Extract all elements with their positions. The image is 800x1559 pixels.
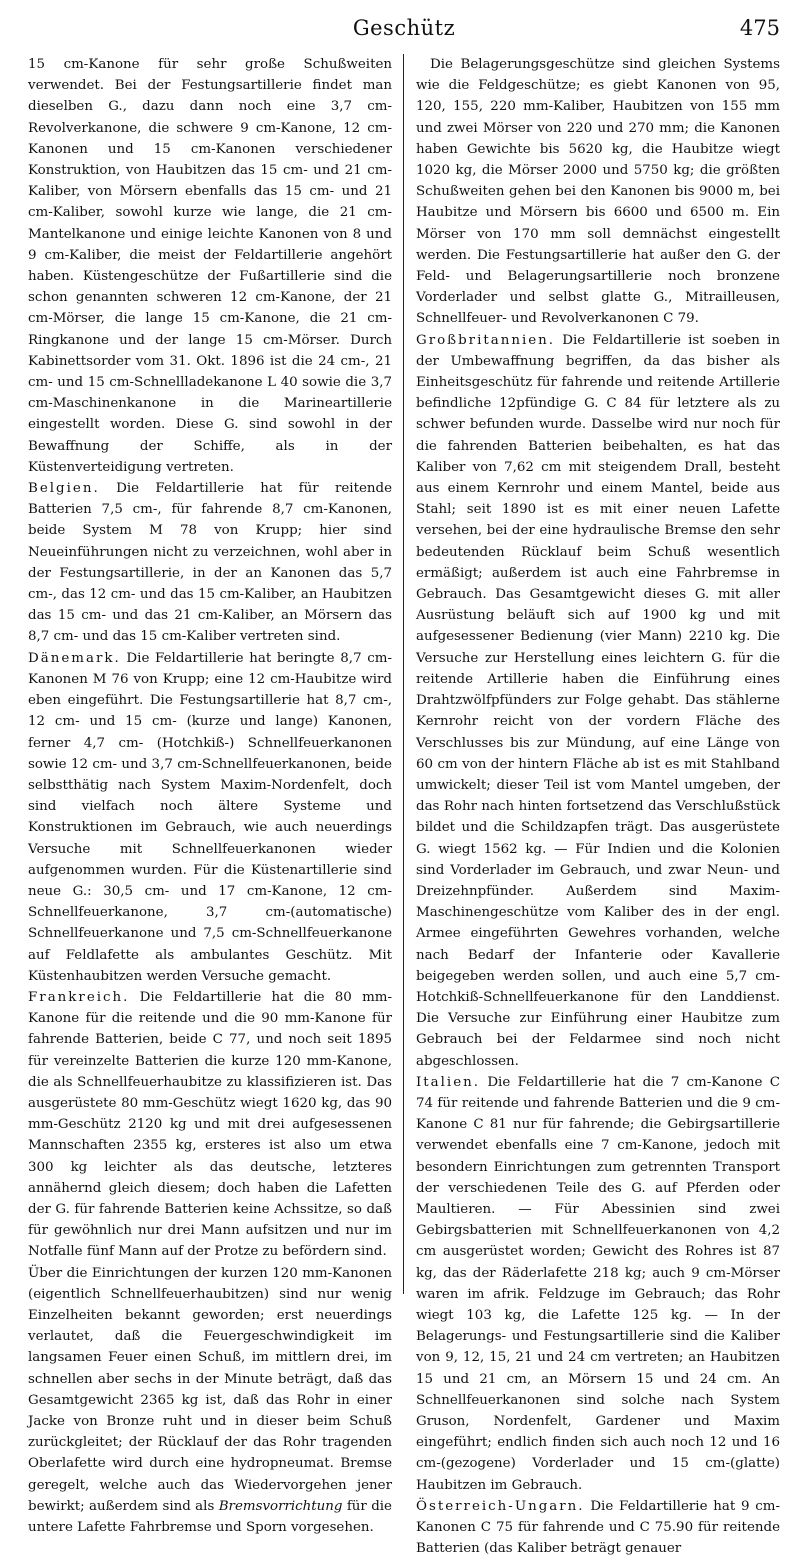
- emphasis-brake-device: Bremsvorrichtung: [218, 1498, 343, 1514]
- paragraph-text: 15 cm-Kanone für sehr große Schußweiten verwendet. Bei der Festungsartillerie findet man dieselben G., dazu dann noch eine 3,7 cm-Revolverkanone, die schwere 9 cm-Kanone, 12 cm-Kanonen und 15 cm-Kanonen verschiedener Konstruktion, von Haubitzen das 15 cm- und 21 cm-Kaliber, von Mörsern ebenfalls das 15 cm- und 21 cm-Kaliber, sowohl kurze wie lange, die 21 cm-Mantelkanone und einige leichte Kanonen von 8 und 9 cm-Kaliber, die meist der Feldartillerie angehört haben. Küstengeschütze der Fußartillerie sind die schon genannten schweren 12 cm-Kanone, der 21 cm-Mörser, die lange 15 cm-Kanone, die 21 cm-Ringkanone und der lange 15 cm-Mörser. Durch Kabinettsorder vom 31. Okt. 1896 ist die 24 cm-, 21 cm- und 15 cm-Schnellladekanone L 40 sowie die 3,7 cm-Maschinenkanone in die Marineartillerie eingestellt worden. Diese G. sind sowohl in der Bewaffnung der Schiffe, als in der Küstenverteidigung vertreten.: [28, 57, 392, 475]
- column-divider: [403, 54, 404, 1294]
- paragraph-austria-hungary: [416, 1496, 780, 1559]
- paragraph-text: Die Belagerungsgeschütze sind gleichen Systems wie die Feldgeschütze; es giebt Kanonen von 95, 120, 155, 220 mm-Kaliber, Haubitzen von 155 mm und zwei Mörser von 220 und 270 mm; die Kanonen haben Gewichte bis 5620 kg, die Haubitze wiegt 1020 kg, die Mörser 2000 und 5750 kg; die größten Schußweiten gehen bei den Kanonen bis 9000 m, bei Haubitze und Mörsern bis 6600 und 6500 m. Ein Mörser von 170 mm soll demnächst eingestellt werden. Die Festungsartillerie hat außer den G. der Feld- und Belagerungsartillerie noch bronzene Vorderlader und selbst glatte G., Mitrailleusen, Schnellfeuer- und Revolverkanonen C 79.: [416, 57, 780, 327]
- paragraph-text: Die Feldartillerie ist soeben in der Umbewaffnung begriffen, da das bisher als Einheitsgeschütz für fahrende und reitende Artillerie befindliche 12pfündige G. C 84 für letztere als zu schwer befunden wurde. Dasselbe wird nur noch für die fahrenden Batterien beibehalten, es hat das Kaliber von 7,62 cm mit steigendem Drall, besteht aus einem Kernrohr und einem Mantel, beide aus Stahl; seit 1890 ist es mit einer neuen Lafette versehen, bei der eine hydraulische Bremse den sehr bedeutenden Rücklauf beim Schuß wesentlich ermäßigt; außerdem ist auch eine Fahrbremse in Gebrauch. Das Gesamtgewicht dieses G. mit aller Ausrüstung beläuft sich auf 1900 kg und mit aufgesessener Bedienung (vier Mann) 2210 kg. Die Versuche zur Herstellung eines leichtern G. für die reitende Artillerie haben die Einführung eines Drahtzwölfpfünders zur Folge gehabt. Das stählerne Kernrohr reicht von der vordern Fläche des Verschlusses bis zur Mündung, auf eine Länge von 60 cm von der hintern Fläche ab ist es mit Stahlband umwickelt; dieser Teil ist vom Mantel umgeben, der das Rohr nach hinten fortsetzend das Verschlußstück bildet und die Schildzapfen trägt. Das ausgerüstete G. wiegt 1562 kg. — Für Indien und die Kolonien sind Vorderlader im Gebrauch, und zwar Neun- und Dreizehnpfünder. Außerdem sind Maxim-Maschinengeschütze vom Kaliber des in der engl. Armee eingeführten Gewehres vorhanden, welche nach Bedarf der Infanterie oder Kavallerie beigegeben werden sollen, und auch eine 5,7 cm-Hotchkiß-Schnellfeuerkanone für den Landdienst. Die Versuche zur Einführung einer Haubitze zum Gebrauch bei der Feldarmee sind noch nicht abgeschlossen.: [416, 332, 780, 1069]
- paragraph-italy: [416, 1072, 780, 1496]
- country-heading-denmark: Dänemark.: [28, 650, 121, 666]
- paragraph-belgium: [28, 478, 392, 648]
- paragraph-text: Über die Einrichtungen der kurzen 120 mm-Kanonen (eigentlich Schnellfeuerhaubitzen) sind nur wenig Einzelheiten bekannt geworden; erst neuerdings verlautet, daß die Feuergeschwindigkeit im langsamen Feuer einen Schuß, im mittlern drei, im schnellen aber sechs in der Minute beträgt, daß das Gesamtgewicht 2365 kg ist, daß das Rohr in einer Jacke von Bronze ruht und in dieser beim Schuß zurückgleitet; der Rücklauf der das Rohr tragenden Oberlafette wird durch eine hydropneumat. Bremse geregelt, welche auch das Wiedervorgehen jener bewirkt; außerdem sind als: [28, 1265, 392, 1514]
- right-column: [416, 54, 780, 1557]
- left-column: [28, 54, 392, 1536]
- running-title: Geschütz: [352, 16, 456, 40]
- country-heading-belgium: Belgien.: [28, 481, 100, 497]
- paragraph-germany-continued: [28, 54, 392, 478]
- country-heading-italy: Italien.: [416, 1074, 481, 1090]
- paragraph-text: Die Feldartillerie hat beringte 8,7 cm-Kanonen M 76 von Krupp; eine 12 cm-Haubitze wird eben eingeführt. Die Festungsartillerie hat 8,7 cm-, 12 cm- und 15 cm- (kurze und lange) Kanonen, ferner 4,7 cm- (Hotchkiß-) Schnellfeuerkanonen sowie 12 cm- und 3,7 cm-Schnellfeuerkanonen, beide selbstthätig nach System Maxim-Nordenfelt, doch sind vielfach noch ältere Systeme und Konstruktionen im Gebrauch, wie auch neuerdings Versuche mit Schnellfeuerkanonen wieder aufgenommen wurden. Für die Küstenartillerie sind neue G.: 30,5 cm- und 17 cm-Kanone, 12 cm-Schnellfeuerkanone, 3,7 cm-(automatische) Schnellfeuerkanone und 7,5 cm-Schnellfeuerkanone auf Feldlafette als ambulantes Geschütz. Mit Küstenhaubitzen werden Versuche gemacht.: [28, 650, 392, 984]
- page: [28, 10, 780, 1557]
- paragraph-text: Die Feldartillerie hat die 80 mm-Kanone für die reitende und die 90 mm-Kanone für fahrende Batterien, beide C 77, und noch seit 1895 für vereinzelte Batterien die kurze 120 mm-Kanone, die als Schnellfeuerhaubitze zu klassifizieren ist. Das ausgerüstete 80 mm-Geschütz wiegt 1620 kg, das 90 mm-Geschütz 2120 kg und mit drei aufgesessenen Mannschaften 2355 kg, ersteres ist also um etwa 300 kg leichter als das deutsche, letzteres annähernd gleich diesem; doch haben die Lafetten der G. für fahrende Batterien keine Achssitze, so daß für gewöhnlich nur drei Mann aufsitzen und nur im Notfalle fünf Mann auf der Protze zu befördern sind.: [28, 989, 392, 1260]
- paragraph-denmark: [28, 648, 392, 987]
- country-heading-austria-hungary: Österreich-Ungarn.: [416, 1498, 585, 1514]
- paragraph-france: [28, 987, 392, 1263]
- paragraph-great-britain: [416, 330, 780, 1072]
- page-number: 475: [739, 16, 780, 40]
- paragraph-france-120mm: [28, 1263, 392, 1539]
- page-header: [28, 10, 780, 50]
- country-heading-great-britain: Großbritannien.: [416, 332, 556, 348]
- paragraph-text: Die Feldartillerie hat die 7 cm-Kanone C 74 für reitende und fahrende Batterien und die 9 cm-Kanone C 81 nur für fahrende; die Gebirgsartillerie verwendet ebenfalls eine 7 cm-Kanone, jedoch mit besondern Einrichtungen zum getrennten Transport der verschiedenen Teile des G. auf Pferden oder Maultieren. — Für Abessinien sind zwei Gebirgsbatterien mit Schnellfeuerkanonen von 4,2 cm ausgerüstet worden; Gewicht des Rohres ist 87 kg, das der Räderlafette 218 kg; auch 9 cm-Mörser waren im afrik. Feldzuge im Gebrauch; das Rohr wiegt 103 kg, die Lafette 125 kg. — In der Belagerungs- und Festungsartillerie sind die Kaliber von 9, 12, 15, 21 und 24 cm vertreten; an Haubitzen 15 und 21 cm, an Mörsern 15 und 24 cm. An Schnellfeuerkanonen sind solche nach System Gruson, Nordenfelt, Gardener und Maxim eingeführt; endlich finden sich auch noch 12 und 16 cm-(gezogene) Vorderlader und 15 cm-(glatte) Haubitzen im Gebrauch.: [416, 1074, 780, 1493]
- country-heading-france: Frankreich.: [28, 989, 130, 1005]
- paragraph-text: Die Feldartillerie hat 9 cm-Kanonen C 75 für fahrende und C 75.90 für reitende Batterien (das Kaliber beträgt genauer: [416, 1498, 780, 1557]
- paragraph-france-siege: [416, 54, 780, 330]
- paragraph-text: Die Feldartillerie hat für reitende Batterien 7,5 cm-, für fahrende 8,7 cm-Kanonen, beide System M 78 von Krupp; hier sind Neueinführungen nicht zu verzeichnen, wohl aber in der Festungsartillerie, in der an Kanonen das 5,7 cm-, das 12 cm- und das 15 cm-Kaliber, an Haubitzen das 15 cm- und das 21 cm-Kaliber, an Mörsern das 8,7 cm- und das 15 cm-Kaliber vertreten sind.: [28, 481, 392, 645]
- text-columns: [28, 54, 780, 1557]
- paragraph-text: für die untere Lafette Fahrbremse und Sporn vorgesehen.: [28, 1498, 392, 1536]
